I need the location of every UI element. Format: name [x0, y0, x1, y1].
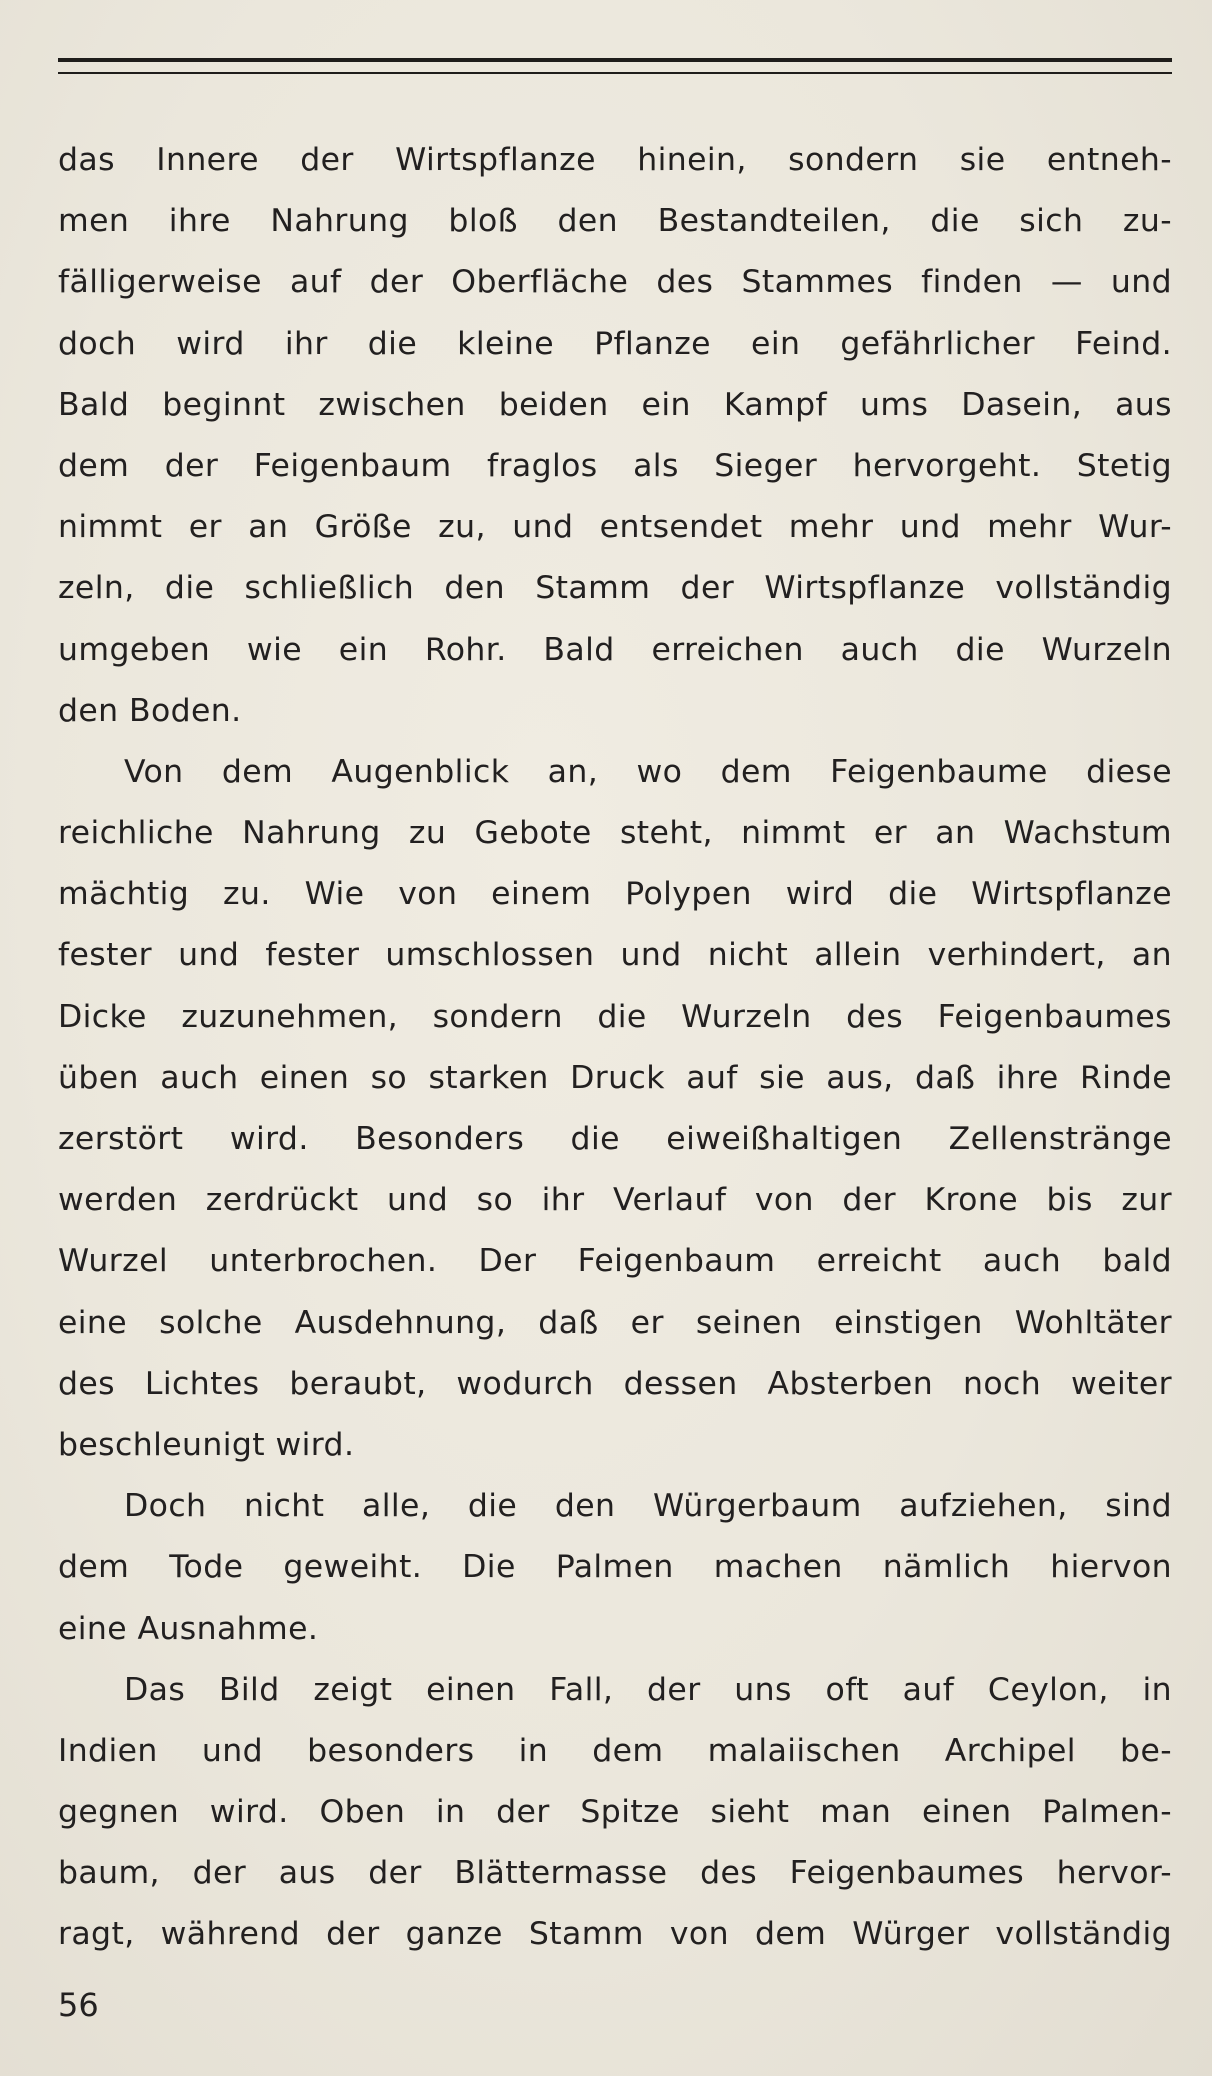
- body-text: [58, 130, 1172, 1966]
- header-rule-thick: [58, 58, 1172, 62]
- text-line: fälligerweise auf der Oberfläche des Stammes finden — und: [58, 264, 1172, 301]
- text-line: den Boden.: [58, 692, 242, 729]
- text-line: dem der Feigenbaum fraglos als Sieger hervorgeht. Stetig: [58, 447, 1172, 484]
- text-line: Dicke zuzunehmen, sondern die Wurzeln des Feigenbaumes: [58, 998, 1172, 1035]
- text-line: zerstört wird. Besonders die eiweißhaltigen Zellenstränge: [58, 1121, 1172, 1157]
- text-line: baum, der aus der Blättermasse des Feigenbaumes hervor-: [58, 1855, 1172, 1892]
- text-line: gegnen wird. Oben in der Spitze sieht man einen Palmen-: [58, 1794, 1172, 1831]
- text-line: men ihre Nahrung bloß den Bestandteilen, die sich zu-: [58, 203, 1172, 240]
- text-line: beschleunigt wird.: [58, 1426, 355, 1463]
- text-line: ragt, während der ganze Stamm von dem Würger vollständig: [58, 1916, 1172, 1953]
- text-line: Wurzel unterbrochen. Der Feigenbaum erreicht auch bald: [58, 1243, 1172, 1280]
- header-rule-thin: [58, 72, 1172, 74]
- text-line: dem Tode geweiht. Die Palmen machen nämlich hiervon: [58, 1549, 1172, 1586]
- text-line: Das Bild zeigt einen Fall, der uns oft auf Ceylon, in: [124, 1671, 1172, 1708]
- text-line: zeln, die schließlich den Stamm der Wirtspflanze vollständig: [58, 570, 1172, 607]
- text-line: mächtig zu. Wie von einem Polypen wird die Wirtspflanze: [58, 876, 1172, 913]
- text-line: werden zerdrückt und so ihr Verlauf von der Krone bis zur: [58, 1182, 1172, 1219]
- page-number: 56: [58, 1986, 99, 2024]
- text-line: reichliche Nahrung zu Gebote steht, nimmt er an Wachstum: [58, 815, 1172, 852]
- text-line: das Innere der Wirtspflanze hinein, sondern sie entneh-: [58, 142, 1172, 178]
- text-line: doch wird ihr die kleine Pflanze ein gefährlicher Feind.: [58, 325, 1172, 362]
- text-line: eine Ausnahme.: [58, 1610, 319, 1647]
- text-line: nimmt er an Größe zu, und entsendet mehr und mehr Wur-: [58, 509, 1172, 546]
- text-line: üben auch einen so starken Druck auf sie aus, daß ihre Rinde: [58, 1059, 1172, 1096]
- text-line: des Lichtes beraubt, wodurch dessen Absterben noch weiter: [58, 1365, 1172, 1402]
- text-line: Doch nicht alle, die den Würgerbaum aufziehen, sind: [124, 1488, 1172, 1525]
- text-line: Von dem Augenblick an, wo dem Feigenbaume diese: [124, 753, 1172, 790]
- text-line: fester und fester umschlossen und nicht allein verhindert, an: [58, 937, 1172, 974]
- text-line: Bald beginnt zwischen beiden ein Kampf ums Dasein, aus: [58, 386, 1172, 423]
- text-line: umgeben wie ein Rohr. Bald erreichen auch die Wurzeln: [58, 631, 1172, 668]
- text-line: eine solche Ausdehnung, daß er seinen einstigen Wohltäter: [58, 1304, 1172, 1341]
- text-line: Indien und besonders in dem malaiischen Archipel be-: [58, 1732, 1172, 1769]
